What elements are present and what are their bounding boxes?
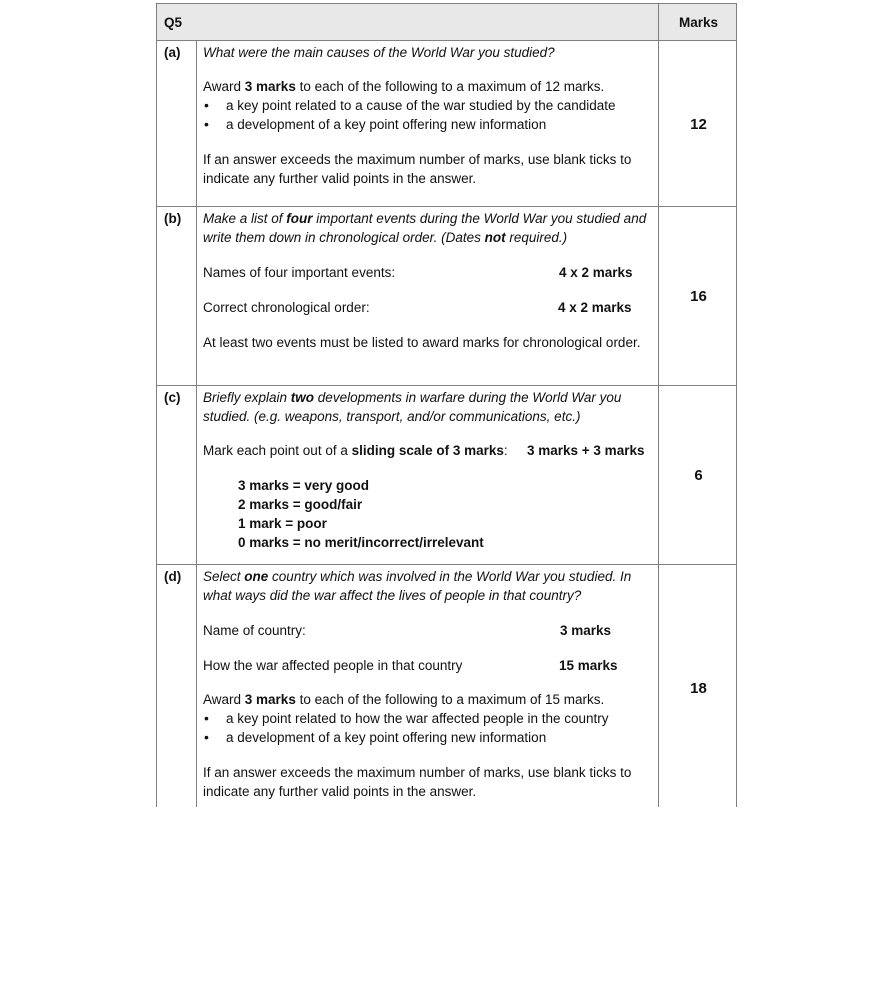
part-c-label: (c)	[164, 390, 181, 405]
part-a-question: What were the main causes of the World War you studied?	[203, 45, 555, 60]
part-d-content	[203, 567, 655, 801]
part-b-note: At least two events must be listed to award marks for chronological order.	[203, 335, 641, 350]
scale-item: 0 marks = no merit/incorrect/irrelevant	[238, 535, 484, 550]
part-b-row	[156, 207, 737, 386]
part-c-content	[203, 388, 655, 552]
part-d-effects-line: How the war affected people in that country 15 marks	[203, 658, 618, 673]
part-d-bullet-1: • a key point related to how the war affected people in the country	[203, 709, 655, 728]
part-d-question: Select one country which was involved in the World War you studied. In what ways did the war affect the lives of people in that country?	[203, 569, 632, 603]
part-d-award: Award 3 marks to each of the following to a maximum of 15 marks.	[203, 692, 605, 707]
part-d-note: If an answer exceeds the maximum number of marks, use blank ticks to indicate any further valid points in the answer.	[203, 765, 632, 799]
part-a-row	[156, 41, 737, 207]
part-a-label: (a)	[164, 45, 181, 60]
part-b-label: (b)	[164, 211, 182, 226]
part-d-marks: 18	[690, 680, 707, 697]
part-a-bullet-1: • a key point related to a cause of the war studied by the candidate	[203, 96, 655, 115]
part-d-country-line: Name of country: 3 marks	[203, 623, 612, 638]
question-number: Q5	[164, 15, 183, 30]
part-b-question: Make a list of four important events during the World War you studied and write them down in chronological order. (Dates not required.)	[203, 211, 647, 245]
part-b-marks: 16	[690, 288, 707, 305]
mark-scheme-table	[156, 3, 737, 807]
part-a-award: Award 3 marks to each of the following to a maximum of 12 marks.	[203, 79, 605, 94]
marks-column-header: Marks	[678, 15, 719, 30]
part-a-content	[203, 43, 655, 188]
part-a-note: If an answer exceeds the maximum number of marks, use blank ticks to indicate any further valid points in the answer.	[203, 152, 632, 186]
part-c-marks: 6	[694, 467, 703, 484]
part-a-bullet-2: • a development of a key point offering new information	[203, 115, 655, 134]
part-c-marking-line: Mark each point out of a sliding scale of 3 marks: 3 marks + 3 marks	[203, 443, 645, 458]
part-c-row	[156, 386, 737, 565]
scale-item: 3 marks = very good	[238, 478, 369, 493]
part-b-events-line: Names of four important events: 4 x 2 marks	[203, 265, 633, 280]
part-d-label: (d)	[164, 569, 182, 584]
part-d-row	[156, 565, 737, 807]
scale-item: 1 mark = poor	[238, 516, 327, 531]
part-b-order-line: Correct chronological order: 4 x 2 marks	[203, 300, 632, 315]
part-d-bullet-2: • a development of a key point offering new information	[203, 728, 655, 747]
scale-item: 2 marks = good/fair	[238, 497, 363, 512]
part-c-question: Briefly explain two developments in warfare during the World War you studied. (e.g. weapons, transport, and/or communications, etc.)	[203, 390, 622, 424]
table-header-row	[156, 3, 737, 41]
part-b-content	[203, 209, 655, 352]
part-a-marks: 12	[690, 116, 707, 133]
